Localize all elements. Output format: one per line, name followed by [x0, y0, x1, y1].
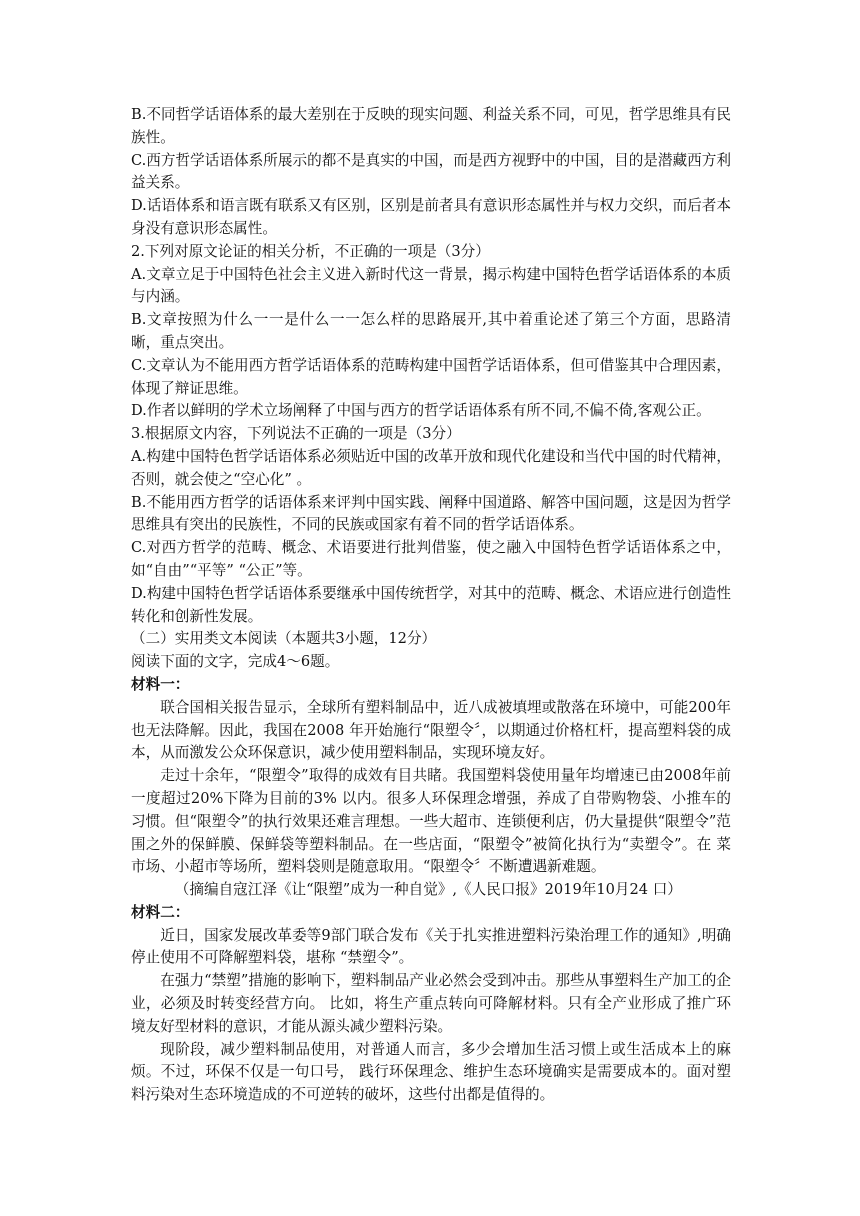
material-2-paragraph-2: 在强力“禁塑”措施的影响下，塑料制品产业必然会受到冲击。那些从事塑料生产加工的企业，必须及时转变经营方向。 比如，将生产重点转向可降解材料。只有全产业形成了推广环境友好型材料的意识，才能从源头减少塑料污染。 — [131, 972, 731, 1035]
q1-option-b: B.不同哲学话语体系的最大差别在于反映的现实问题、利益关系不同，可见，哲学思维具有民族性。 — [131, 106, 731, 146]
q2-option-d: D.作者以鲜明的学术立场阐释了中国与西方的哲学话语体系有所不同,不偏不倚,客观公正。 — [131, 402, 711, 420]
q3-option-c: C.对西方哲学的范畴、概念、术语要进行批判借鉴，使之融入中国特色哲学话语体系之中，如“自由”“平等” “公正”等。 — [131, 539, 731, 579]
q3-stem: 3.根据原文内容，下列说法不正确的一项是（3分） — [131, 425, 461, 443]
q2-option-b: B.文章按照为什么一一是什么一一怎么样的思路展开,其中着重论述了第三个方面，思路清晰，重点突出。 — [131, 311, 731, 351]
material-1-paragraph-1: 联合国相关报告显示，全球所有塑料制品中，近八成被填埋或散落在环境中，可能200年也无法降解。因此，我国在2008 年开始施行“限塑令〞，以期通过价格杠杆，提高塑料袋的成本，从而激发公众环保意识，减少使用塑料制品，实现环境友好。 — [131, 698, 731, 762]
q3-option-a: A.构建中国特色哲学话语体系必须贴近中国的改革开放和现代化建设和当代中国的时代精神，否则，就会使之“空心化” 。 — [131, 447, 731, 488]
material-2-paragraph-1: 近日，国家发展改革委等9部门联合发布《关于扎实推进塑料污染治理工作的通知》,明确停止使用不可降解塑料袋，堪称 “禁塑令”。 — [131, 926, 731, 967]
material-1-paragraph-2: 走过十余年，“限塑令”取得的成效有目共睹。我国塑料袋使用量年均增速已由2008年前一度超过20%下降为目前的3% 以内。很多人环保理念增强，养成了自带购物袋、小推车的习惯。但“限塑令”的执行效果还难言理想。一些大超市、连锁便利店，仍大量提供“限塑令”范围之外的保鲜膜、保鲜袋等塑料制品。在一些店面，“限塑令”被简化执行为“卖塑令”。在 菜市场、小超市等场所，塑料袋则是随意取用。“限塑令〞不断遭遇新难题。 — [131, 767, 731, 876]
q2-stem: 2.下列对原文论证的相关分析，不正确的一项是（3分） — [131, 242, 490, 260]
q1-option-d: D.话语体系和语言既有联系又有区别，区别是前者具有意识形态属性并与权力交织，而后者本身没有意识形态属性。 — [131, 197, 731, 237]
q3-option-d: D.构建中国特色哲学话语体系要继承中国传统哲学，对其中的范畴、概念、术语应进行创造性转化和创新性发展。 — [131, 584, 731, 625]
q2-option-c: C.文章认为不能用西方哲学话语体系的范畴构建中国哲学话语体系，但可借鉴其中合理因素，体现了辩证思维。 — [131, 356, 731, 397]
section-heading: （二）实用类文本阅读（本题共3小题，12分） — [131, 630, 437, 648]
q1-option-c: C.西方哲学话语体系所展示的都不是真实的中国，而是西方视野中的中国，目的是潜藏西方利益关系。 — [131, 151, 731, 192]
material-1-source: （摘编自寇江泽《让“限塑”成为一种自觉》,《人民口报》2019年10月24 口） — [174, 881, 682, 899]
material-2-paragraph-3: 现阶段，减少塑料制品使用，对普通人而言，多少会增加生活习惯上或生活成本上的麻烦。不过，环保不仅是一句口号， 践行环保理念、维护生态环境确实是需要成本的。面对塑料污染对生态环境造成的不可逆转的破坏，这些付出都是值得的。 — [131, 1040, 731, 1104]
material-2-label: 材料二： — [131, 903, 190, 921]
q3-option-b: B.不能用西方哲学的话语体系来评判中国实践、阐释中国道路、解答中国问题，这是因为哲学思维具有突出的民族性，不同的民族或国家有着不同的哲学话语体系。 — [131, 493, 731, 534]
material-1-label: 材料一： — [131, 675, 190, 693]
page-content — [131, 104, 731, 1107]
section-instruction: 阅读下面的文字，完成4～6题。 — [131, 653, 340, 671]
q2-option-a: A.文章立足于中国特色社会主义进入新时代这一背景，揭示构建中国特色哲学话语体系的本质与内涵。 — [131, 265, 731, 306]
